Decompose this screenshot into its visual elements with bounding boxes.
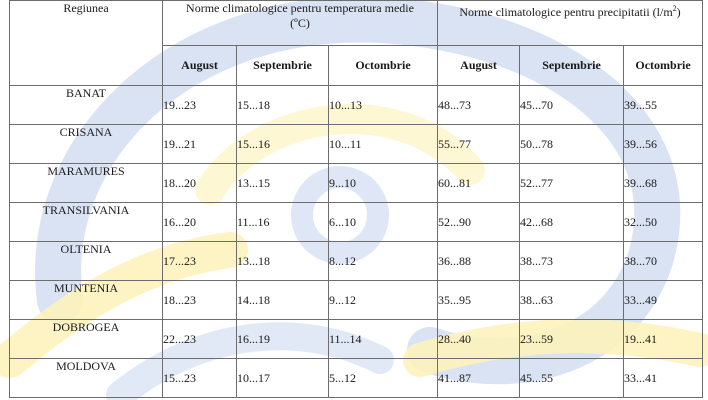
- table-cell: 14...18: [237, 281, 329, 320]
- table-cell: 38...70: [624, 242, 703, 281]
- table-cell: 10...11: [329, 125, 438, 164]
- table-row: [10, 320, 703, 359]
- table-cell: 35...95: [438, 281, 520, 320]
- table-cell: 10...13: [329, 86, 438, 125]
- region-name: OLTENIA: [10, 242, 163, 281]
- region-name: DOBROGEA: [10, 320, 163, 359]
- table-cell: 18...20: [163, 164, 237, 203]
- table-cell: 48...73: [438, 86, 520, 125]
- region-name: TRANSILVANIA: [10, 203, 163, 242]
- month-header-precip-august: August: [438, 46, 520, 86]
- month-header-temp-august: August: [163, 46, 237, 86]
- table-cell: 52...77: [520, 164, 624, 203]
- table-row: [10, 242, 703, 281]
- month-header-temp-october: Octombrie: [329, 46, 438, 86]
- table-cell: 23...59: [520, 320, 624, 359]
- header-row-groups: [10, 1, 703, 46]
- table-cell: 28...40: [438, 320, 520, 359]
- table-cell: 17...23: [163, 242, 237, 281]
- table-cell: 52...90: [438, 203, 520, 242]
- table-cell: 5...12: [329, 359, 438, 398]
- table-cell: 9...12: [329, 281, 438, 320]
- region-name: CRISANA: [10, 125, 163, 164]
- table-row: [10, 164, 703, 203]
- table-row: [10, 359, 703, 398]
- table-cell: 45...70: [520, 86, 624, 125]
- table-cell: 50...78: [520, 125, 624, 164]
- table-cell: 42...68: [520, 203, 624, 242]
- region-name: MARAMURES: [10, 164, 163, 203]
- table-cell: 13...15: [237, 164, 329, 203]
- month-header-precip-september: Septembrie: [520, 46, 624, 86]
- table-cell: 9...10: [329, 164, 438, 203]
- precipitation-header-text: Norme climatologice pentru precipitatii: [459, 5, 650, 19]
- table-cell: 19...21: [163, 125, 237, 164]
- table-cell: 60...81: [438, 164, 520, 203]
- table-cell: 15...23: [163, 359, 237, 398]
- table-cell: 55...77: [438, 125, 520, 164]
- table-cell: 13...18: [237, 242, 329, 281]
- table-cell: 11...16: [237, 203, 329, 242]
- table-cell: 15...18: [237, 86, 329, 125]
- region-column-header: Regiunea: [10, 1, 163, 86]
- table-row: [10, 125, 703, 164]
- region-name: MUNTENIA: [10, 281, 163, 320]
- table-row: [10, 203, 703, 242]
- table-cell: 45...55: [520, 359, 624, 398]
- table-cell: 11...14: [329, 320, 438, 359]
- temperature-unit: (ºC): [290, 16, 310, 30]
- region-name: MOLDOVA: [10, 359, 163, 398]
- table-row: [10, 281, 703, 320]
- table-cell: 16...20: [163, 203, 237, 242]
- table-cell: 39...56: [624, 125, 703, 164]
- table-cell: 19...23: [163, 86, 237, 125]
- climate-norms-table: [9, 0, 703, 398]
- table-cell: 41...87: [438, 359, 520, 398]
- precipitation-unit: $(l/m^2)$: [652, 4, 681, 19]
- table-cell: 33...49: [624, 281, 703, 320]
- table-cell: 6...10: [329, 203, 438, 242]
- table-cell: 39...55: [624, 86, 703, 125]
- table-cell: 33...41: [624, 359, 703, 398]
- month-header-temp-september: Septembrie: [237, 46, 329, 86]
- table-cell: 16...19: [237, 320, 329, 359]
- month-header-precip-october: Octombrie: [624, 46, 703, 86]
- temperature-header-text: Norme climatologice pentru temperatura medie: [186, 1, 414, 15]
- table-cell: 8...12: [329, 242, 438, 281]
- table-cell: 36...88: [438, 242, 520, 281]
- table-cell: 38...73: [520, 242, 624, 281]
- table-cell: 39...68: [624, 164, 703, 203]
- precipitation-group-header: [438, 1, 703, 46]
- table-cell: 19...41: [624, 320, 703, 359]
- table-cell: 15...16: [237, 125, 329, 164]
- table-cell: 22...23: [163, 320, 237, 359]
- table-cell: 38...63: [520, 281, 624, 320]
- table-cell: 32...50: [624, 203, 703, 242]
- region-name: BANAT: [10, 86, 163, 125]
- table-cell: 18...23: [163, 281, 237, 320]
- table-row: [10, 86, 703, 125]
- table-cell: 10...17: [237, 359, 329, 398]
- temperature-group-header: [163, 1, 438, 46]
